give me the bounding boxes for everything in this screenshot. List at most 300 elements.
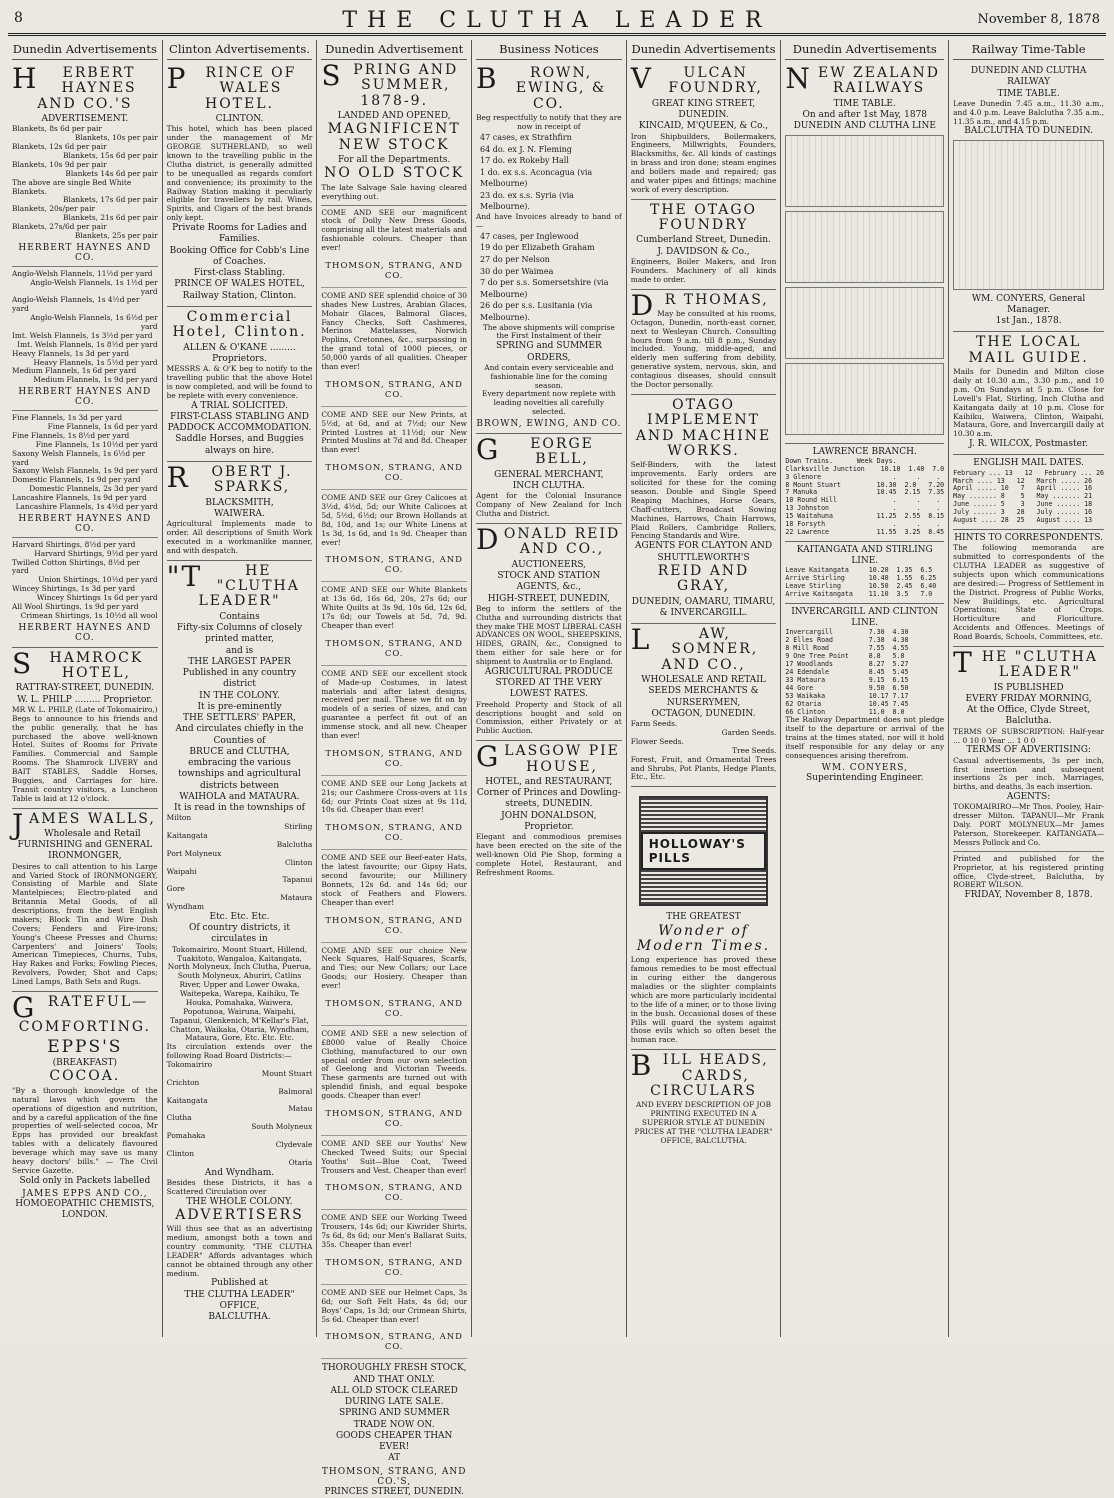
ad-title: BILL HEADS, CARDS, CIRCULARS — [630, 1049, 769, 1099]
published-line: Published at — [211, 1278, 268, 1289]
freehold-line: Freehold Property and Stock of all descriptions bought and sold on Commission, either Privately or at Public Auction. — [476, 699, 622, 736]
price-line: Medium Flannels, 1s 6d per yard — [12, 366, 137, 376]
maker-city: LONDON. — [61, 1210, 108, 1221]
timetable-row: Leave Kaitangata 10.20 1.35 6.5 — [785, 566, 933, 575]
town: Clinton — [285, 857, 313, 867]
ad-title: HERBERT HAYNES AND CO.'S — [12, 62, 137, 112]
and-line: And Wyndham. — [204, 1167, 275, 1178]
ad-line: Fifty-six Columns of closely printed matter, — [176, 623, 303, 645]
produce-line: AGRICULTURAL PRODUCE STORED AT THE VERY LOWEST RATES. — [484, 666, 613, 700]
ad-title: SHAMROCK HOTEL, — [12, 646, 144, 682]
price-line: Blankets 14s 6d per pair — [65, 168, 158, 178]
column-3 — [317, 40, 472, 1497]
ad-title: ROBERT J. SPARKS, — [166, 460, 293, 496]
firm-signature: THOMSON, STRANG, AND CO. — [321, 460, 467, 490]
ad-title: SPRING AND SUMMER, 1878-9. — [321, 59, 459, 109]
road-board: Matau — [288, 1104, 313, 1114]
advertisers-heading: ADVERTISERS — [175, 1206, 304, 1223]
ad-title: GLASGOW PIE HOUSE, — [476, 740, 620, 775]
come-and-see-entry: COME AND SEE our Youths' New Checked Tweed Suits; our Special Youths' Suit—Blue Coat, Tweed Trousers and Vest. Cheaper than ever! — [321, 1138, 468, 1175]
ad-title: DONALD REID AND CO., — [476, 522, 621, 558]
section-title: ENGLISH MAIL DATES. — [973, 458, 1084, 469]
timetable-row: 8 Mount Stuart 10.30 2.0 7.20 — [785, 480, 945, 489]
ad-title: BROWN, EWING, & CO. — [476, 62, 607, 112]
english-mail-dates — [953, 455, 1104, 530]
ad-signature: HERBERT HAYNES AND CO. — [18, 242, 152, 263]
shipment-line: 64 do. ex J. N. Fleming — [480, 144, 572, 154]
holloway-ad — [631, 787, 777, 1050]
rail-date: 1st Jan., 1878. — [995, 316, 1062, 327]
seed-type: Flower Seeds. — [630, 736, 684, 746]
column-5 — [627, 40, 782, 1337]
column-header: Dunedin Advertisements — [785, 40, 944, 60]
price-line: Blankets, 12s 6d per pair — [12, 142, 107, 152]
timetable-row: Arrive Kaitangata 11.10 3.5 7.0 — [785, 590, 933, 599]
ad-signature: HERBERT HAYNES AND CO. — [18, 513, 152, 534]
commercial-hotel-ad — [167, 307, 313, 462]
mail-date-row: July ...... 3 28 July ...... 16 — [953, 508, 1093, 517]
column-7 — [949, 40, 1108, 1337]
railway-timetable — [953, 63, 1104, 332]
ad-subtitle: GENERAL MERCHANT, — [494, 469, 604, 480]
shipment-list — [476, 132, 622, 213]
firm-signature: THOMSON, STRANG, AND CO. — [321, 1180, 467, 1210]
ad-line: THE LARGEST PAPER — [188, 656, 291, 667]
come-and-see-entry: COME AND SEE our Beef-eater Hats, the latest favourite; our Gipsy Hats, second favourite; our Millinery Bonnets, 12s 6d. and 14s 6d; our stock of Feathers and Flowers. Cheaper than ever! — [321, 853, 468, 907]
timetable-table — [785, 363, 944, 435]
page-number: 8 — [14, 10, 23, 26]
timetable-row: 66 Clinton 11.0 8.0 — [785, 707, 905, 716]
price-line: Wincey Shirtings, 1s 3d per yard — [12, 584, 136, 594]
price-line: Blankets, 21s 6d per pair — [63, 213, 158, 223]
clutha-leader-ad — [167, 561, 313, 1328]
district-list: Tokomairiro, Mount Stuart, Hillend, Tuakitoto, Wangaloa, Kaitangata, North Molyneux, Inch Clutha, Puerua, South Molyneux, Ahuriri, Catlins River, Upper and Lower Owaka, Waitepeka, Warepa, Kaihiku, Te Houka, Pomahaka, Waiwera, Popotunoa, Wairuna, Waipahi, Tapanui, Glenkenich, M'Kellar's Flat, Chatton, Waikaka, Otaria, Wyndham, Mataura, Gore, Etc. Etc. Etc. — [167, 944, 312, 1043]
orders-line: SPRING and SUMMER ORDERS, — [495, 341, 602, 363]
timetable-row: 33 Mataura 9.15 6.15 — [785, 675, 909, 684]
ad-title: JAMES WALLS, — [12, 807, 156, 841]
george-bell-ad — [476, 434, 622, 524]
product-name: COCOA. — [49, 1068, 121, 1085]
road-board: Mount Stuart — [261, 1068, 313, 1078]
route-title: BALCLUTHA TO DUNEDIN. — [964, 126, 1093, 137]
ad-line: THE SETTLERS' PAPER, — [183, 713, 297, 724]
ad-line: First-class Stabling. — [193, 268, 286, 279]
mail-date-row: May ....... 8 5 May ....... 21 — [953, 492, 1093, 501]
imprint: Printed and published for the Proprietor, at his registered printing office, Clyde-street, Balclutha, by ROBERT WILSON. — [953, 853, 1105, 890]
town-line: BALCLUTHA. — [208, 1312, 271, 1323]
column-header: Dunedin Advertisement — [321, 40, 467, 60]
town: Gore — [166, 884, 185, 894]
ad-proprietor: JOHN DONALDSON, Proprietor. — [501, 810, 597, 832]
reid-gray-sub: DUNEDIN, OAMARU, TIMARU, & INVERCARGILL. — [631, 596, 776, 618]
implement-works-ad — [631, 395, 777, 624]
invoice-line: 27 do per Nelson — [480, 255, 550, 265]
ad-title: THE GREATEST — [666, 912, 741, 923]
invoice-line: 19 do per Elizabeth Graham — [480, 243, 595, 253]
road-board: Clydevale — [275, 1139, 313, 1149]
ad-place: INCH CLUTHA. — [512, 481, 585, 492]
invoice-line: 7 do per s.s. Somersetshire (via Melbourne) — [480, 278, 609, 299]
timetable-row: 9 One Tree Point 8.8 5.8 — [785, 652, 905, 661]
price-line: Heavy Flannels, 1s 3d per yard — [12, 348, 130, 358]
road-board: Balmoral — [278, 1086, 313, 1096]
section-title: DUNEDIN AND CLUTHA RAILWAY — [970, 66, 1087, 88]
price-line: Union Shirtings, 10½d per yard — [38, 575, 158, 585]
firm-street: PRINCES STREET, DUNEDIN. — [324, 1486, 464, 1497]
price-line: Blankets, 10s 9d per pair — [12, 159, 107, 169]
shirting-list — [12, 541, 158, 621]
ad-date: On and after 1st May, 1878 — [802, 110, 928, 121]
invoice-line: 30 do per Waimea — [480, 266, 554, 276]
price-line: Blankets, 25s per pair — [74, 230, 158, 240]
ad-body: Elegant and commodious premises have been erected on the site of the well-known Old Pie Shop, forming a complete Hotel, Restaurant, and Refreshment Rooms. — [476, 832, 622, 877]
road-board: Kaitangata — [166, 1095, 208, 1105]
come-and-see-entry: COME AND SEE our choice New Neck Squares, Half-Squares, Scarfs, and Ties; our New Collars; our Lace Goods; our Hosiery. Cheaper than ever! — [321, 945, 468, 991]
town: Port Molyneux — [166, 848, 222, 858]
column-header: Dunedin Advertisements — [631, 40, 777, 60]
come-and-see-entry: COME AND SEE our Helmet Caps, 3s 6d; our Soft Felt Hats, 4s 6d; our Boys' Caps, 1s 3d; our Crimean Shirts, 5s 6d. Cheaper than ever! — [321, 1287, 468, 1324]
office-line: THE CLUTHA LEADER" OFFICE, — [184, 1289, 295, 1311]
road-board: Clinton — [166, 1148, 194, 1158]
price-line: Crimean Shirtings, 1s 10½d all wool — [20, 610, 158, 620]
ad-line: IN THE COLONY. — [199, 690, 280, 701]
ad-firm: KINCAID, M'QUEEN, & Co., — [638, 121, 769, 132]
price-line: Fine Flannels, 1s 8½d per yard — [12, 430, 130, 440]
comprise-line: The above shipments will comprise the First Instalment of their — [482, 322, 615, 341]
price-line: Saxony Welsh Flannels, 1s 9d per yard — [12, 466, 158, 476]
districts-intro: Of country districts, it circulates in — [188, 923, 291, 945]
firm-signature: THOMSON, STRANG, AND CO. — [321, 913, 467, 943]
mail-date-row: April ..... 10 7 April ..... 16 — [953, 484, 1093, 493]
mail-guide — [953, 332, 1104, 455]
ad-body: Forest, Fruit, and Ornamental Trees and Shrubs, Pot Plants, Hedge Plants, Etc., Etc. — [630, 754, 777, 782]
epps-ad — [12, 992, 158, 1225]
section-subtitle: TIME TABLE. — [997, 88, 1060, 99]
ad-title: Commercial Hotel, Clinton. — [172, 308, 307, 341]
ad-body: Desires to call attention to his Large and Varied Stock of IRONMONGERY, Consisting of Marble and Slate Mantelpieces; Electro-plated and Britannia Metal Goods, of all descriptions, from the best English makers; Block Tin and Wire Dish Covers; Fenders and Fire-irons; Young's Cheese Presses and Churns; Carpenters' and Joiners' Tools; American Timepieces, Churns, Tubs, Hay Rakes and Forks; Fowling Pieces, Revolvers, Powder, Shot and Caps; Lined Lamps, Bath Sets and Rugs. — [12, 861, 158, 987]
come-and-see-entry: COME AND SEE our Working Tweed Trousers, 14s 6d; our Kiwrider Shirts, 7s 6d, 8s 6d; our Men's Ballarat Suits, 35s. Cheaper than ever! — [321, 1213, 468, 1250]
ad-title: OTAGO IMPLEMENT AND MACHINE WORKS. — [635, 396, 772, 459]
price-line: Heavy Flannels, 1s 5½d per yard — [33, 357, 158, 367]
stock-heading: MAGNIFICENT NEW STOCK — [327, 121, 461, 153]
price-line: All Wool Shirtings, 1s 9d per yard — [12, 601, 139, 611]
invercargill-line — [785, 604, 944, 788]
firm-signature: THOMSON, STRANG, AND CO. — [321, 1106, 467, 1136]
invoice-list — [476, 231, 622, 324]
timetable-head: Down Trains. Week Days. — [785, 456, 897, 465]
ad-line: And circulates chiefly in the Counties of — [175, 724, 304, 746]
masthead — [8, 6, 1106, 36]
town: Tapanui — [282, 875, 313, 885]
price-line: Blankets, 8s 6d per pair — [12, 124, 102, 134]
firm-name: THOMSON, STRANG, AND CO.'S, — [321, 1466, 467, 1487]
firm-signature: THOMSON, STRANG, AND CO. — [321, 552, 467, 582]
timetable-row: 44 Gore 9.50 6.50 — [785, 683, 909, 692]
price-line: Twilled Cotton Shirtings, 8½d per yard — [12, 557, 140, 576]
timetable-row: Arrive Stirling 10.40 1.55 6.25 — [785, 574, 937, 583]
invoice-line: 47 cases, per Inglewood — [480, 231, 579, 241]
price-line: Lancashire Flannels, 1s 9d per yard — [12, 493, 147, 503]
ad-body: May be consulted at his rooms, Octagon, Dunedin, north-east corner, next to Wesleyan Church. Consulting hours from 9 a.m. till 8 p.m., Sunday included. Young, middle-aged, and elderly men suffering from debility, generative system, nervous, skin, and contagious diseases, should consult the Doctor personally. — [630, 308, 777, 389]
mail-date-row: August .... 28 25 August .... 13 — [953, 516, 1093, 525]
prince-of-wales-ad — [167, 63, 313, 307]
column-4 — [472, 40, 627, 1337]
advertising-title: TERMS OF ADVERTISING: — [966, 745, 1091, 756]
invoices-line: And have Invoices already to hand of— — [476, 212, 622, 230]
hints-to-correspondents — [953, 530, 1104, 647]
price-line: Anglo-Welsh Flannels, 11½d per yard — [12, 268, 153, 278]
closing-line: ALL OLD STOCK CLEARED DURING LATE SALE. — [330, 1385, 458, 1408]
holloway-pills-engraving — [639, 796, 769, 906]
column-header: Dunedin Advertisements — [12, 40, 158, 60]
firm-signature: THOMSON, STRANG, AND CO. — [321, 820, 467, 850]
seed-list — [631, 720, 777, 756]
price-line: Blankets, 27s/6d per pair — [12, 222, 107, 232]
dr-thomas-ad — [631, 290, 777, 395]
mail-date-row: March .... 13 12 March ..... 26 — [953, 476, 1093, 485]
agents-title: AGENTS: — [1006, 792, 1051, 803]
town: Milton — [166, 813, 192, 823]
price-line: Saxony Welsh Flannels, 1s 6½d per yard — [12, 448, 146, 467]
town-list — [167, 814, 313, 912]
ad-line: Published in any country district — [182, 668, 297, 690]
shipment-line: 17 do. ex Rokeby Hall — [480, 156, 569, 166]
otago-foundry-ad — [631, 200, 777, 290]
road-board: South Molyneux — [251, 1122, 313, 1132]
mail-signature: J. R. WILCOX, Postmaster. — [969, 439, 1089, 450]
ad-title: VULCAN FOUNDRY, — [630, 62, 763, 97]
road-board-list — [167, 1061, 313, 1168]
ad-body: This hotel, which has been placed under the management of Mr GEORGE SUTHERLAND, so well known to the travelling public in the Clutha district, is generally admitted to be unequalled as regards comfort and convenience; its proximity to the Railway Station making it peculiarly eligible for travellers by rail. Wines, Spirits, and Cigars of the best brands only kept. — [166, 124, 313, 223]
lawrence-branch — [785, 444, 944, 542]
timetable-row: 13 Johnston . . . — [785, 504, 941, 513]
timetable-row: 24 Edendale 8.45 5.45 — [785, 668, 909, 676]
price-line: Harvard Shirtings, 9½d per yard — [34, 548, 158, 558]
timetable-row: 62 Otaria 10.45 7.45 — [785, 699, 909, 708]
rail-body: Leave Dunedin 7.45 a.m., 11.30 a.m., and 4.0 p.m. Leave Balclutha 7.35 a.m., 11.35 a.m., and 4.15 p.m. — [953, 98, 1105, 126]
price-line: Blankets, 15s 6d per pair — [63, 151, 158, 161]
imprint-date: FRIDAY, November 8, 1878. — [964, 890, 1093, 901]
ad-place: WAIWERA. — [214, 508, 265, 519]
ad-body: Self-Binders, with the latest improvements. Early orders are solicited for these for the coming season. Double and Single Speed Reaping Machines, Horse Gears, Chaff-cutters, Broadcast Sowing Machines, Harrows, Chain Harrows, Plaid Rollers, Cambridge Rollers, Fencing Standards and Wire. — [630, 460, 777, 541]
kaitangata-line — [785, 542, 944, 604]
shipment-line: 23 do. ex s.s. Syria (via Melbourne). — [480, 190, 574, 212]
ad-city: DUNEDIN. — [678, 110, 729, 121]
ad-proprietor: ALLEN & O'KANE ......... Proprietors. — [183, 342, 296, 364]
firm-signature: THOMSON, STRANG, AND CO. — [321, 1329, 467, 1359]
blanket-list — [12, 125, 158, 240]
route-title: DUNEDIN AND CLUTHA LINE — [793, 121, 936, 132]
ad-body: Engineers, Boiler Makers, and Iron Founders. Machinery of all kinds made to order. — [630, 256, 777, 284]
ad-subtitle: Wholesale and Retail FURNISHING and GENERAL IRONMONGER, — [17, 828, 153, 862]
ad-title: THE OTAGO FOUNDRY — [650, 201, 758, 234]
ad-signature: BROWN, EWING, AND CO. — [476, 419, 622, 430]
come-and-see-entry: COME AND SEE our Grey Calicoes at 3½d, 4½d, 5d; our White Calicoes at 5d, 5½d, 6½d; our Brown Hollands at 8d, 10d, and 1s; our White Linens at 1s 3d, 1s 6d, and 1s 9d. Cheaper than ever! — [321, 493, 468, 547]
come-and-see-entry: COME AND SEE our Long Jackets at 21s; our Cashmere Cross-overs at 11s 6d; our Prints Coat sizes at 9s 11d, 10s 6d. Cheaper than ever! — [321, 778, 468, 815]
ad-signature: HERBERT HAYNES AND CO. — [18, 622, 152, 643]
ad-line: and is — [225, 645, 254, 656]
timetable-row: 17 Woodlands 8.27 5.27 — [785, 660, 909, 669]
railway-note: The Railway Department does not pledge itself to the departure or arrival of the trains at the times stated, nor will it hold itself responsible for any delay or any consequences arising therefrom. — [785, 715, 945, 760]
come-and-see-entry: COME AND SEE splendid choice of 30 shades New Lustres, Arabian Glaces, Mohair Glaces, Balmoral Glaces, Fancy Checks, Soft Cashmeres, Merinos Mattelasses, Norwich Poplins, Cretonnes, &c., surpassing in the grand total of 1000 pieces, or 50,000 yards of all qualities. Cheaper than ever! — [321, 290, 468, 371]
ad-title: GEORGE BELL, — [476, 433, 594, 468]
come-and-see-entry: COME AND SEE our White Blankets at 13s 6d, 16s 6d, 20s, 27s 6d; our White Quilts at 3s 9d, 10s 6d, 12s 6d, 17s 6d; our Towels at 5d, 7d, 9d. Cheaper than ever! — [321, 585, 468, 630]
ad-trade: BLACKSMITH, — [205, 497, 274, 508]
price-line: Domestic Flannels, 2s 3d per yard — [29, 484, 158, 494]
firm-signature: THOMSON, STRANG, AND CO. — [321, 746, 467, 776]
town: Stirling — [284, 822, 313, 832]
fine-flannel-list — [12, 414, 158, 512]
etc-line: Etc. Etc. Etc. — [209, 911, 270, 922]
sold-note: Sold only in Packets labelled — [19, 1175, 151, 1186]
ad-line: A TRIAL SOLICITED. — [191, 400, 288, 411]
timetable-row: 8 Mill Road 7.55 4.55 — [785, 644, 909, 653]
shipment-line: 47 cases, ex Strathfirn — [480, 132, 572, 142]
haynes-ad — [12, 63, 158, 648]
timetable-row: Leave Stirling 10.50 2.45 6.40 — [785, 582, 937, 591]
town: Mataura — [280, 893, 313, 903]
ad-address: RATTRAY-STREET, DUNEDIN. — [15, 683, 155, 694]
timetable-row: 15 Waitahuna 11.25 2.55 8.15 — [785, 512, 945, 521]
donald-reid-ad — [476, 524, 622, 741]
agents-line: AGENTS FOR CLAYTON AND SHUTTLEWORTH'S — [634, 541, 773, 563]
pub-line: At the Office, Clyde Street, Balclutha. — [967, 705, 1091, 727]
ad-title: PRINCE OF WALES HOTEL. — [166, 62, 297, 112]
column-6 — [781, 40, 949, 1337]
pub-line: IS PUBLISHED — [993, 682, 1064, 693]
come-and-see-entry: COME AND SEE our New Prints, at 5½d, at 6d, and at 7½d; our New Printed Lustres at 11½d; our New Printed Muslins at 7d and 8d. Cheaper than ever! — [321, 409, 468, 455]
closing-line: SPRING AND SUMMER TRADE NOW ON. — [338, 1408, 450, 1430]
ad-subtitle: ADVERTISEMENT. — [41, 114, 129, 125]
reid-gray-title: REID AND GRAY, — [657, 562, 750, 595]
ad-subtitle: WHOLESALE AND RETAIL SEEDS MERCHANTS & NURSERYMEN, — [641, 675, 766, 708]
ad-line: FIRST-CLASS STABLING AND PADDOCK ACCOMMODATION. — [167, 411, 312, 434]
billheads-ad — [631, 1050, 777, 1150]
ad-intro: Beg respectfully to notify that they are now in receipt of — [476, 113, 622, 132]
brown-ewing-ad — [476, 63, 622, 434]
seed-type: Tree Seeds. — [732, 745, 777, 755]
ad-line: Saddle Horses, and Buggies always on hire. — [175, 434, 304, 456]
ad-title: NEW ZEALAND RAILWAYS — [785, 62, 940, 97]
advertising-body: Casual advertisements, 3s per inch, first insertion and subsequent insertions 2s per inch. Marriages, births, and deaths, 3s each insertion. — [953, 755, 1105, 792]
timetable-row: 7 Manuka 10.45 2.15 7.35 — [785, 488, 945, 497]
mail-body: Mails for Dunedin and Milton close daily at 10.30 a.m., 3.30 p.m., and 10 p.m. On Sundays at 5 p.m. Close for Lovell's Flat, Stirling, Inch Clutha and Kaitangata daily at 10 p.m. Close for Kaihiku, Waiwera, Clinton, Waipahi, Mataura, Gore, and Invercargill daily at 10.30 a.m. — [953, 367, 1105, 439]
price-line: Blankets, 20s/per pair — [12, 204, 95, 214]
sparks-ad — [167, 462, 313, 561]
contain-line: And contain every serviceable and fashionable line for the coming season. — [484, 362, 614, 390]
vulcan-foundry-ad — [631, 63, 777, 200]
section-title: LAWRENCE BRANCH. — [812, 446, 917, 457]
timetable-row: 22 Lawrence 11.55 3.25 8.45 — [785, 527, 945, 536]
ad-proprietor: W. L. PHILP ......... Proprietor. — [17, 694, 153, 705]
ad-line: WAIHOLA and MATAURA. — [179, 791, 300, 802]
price-line: Wincey Shirtings 1s 6d per yard — [36, 593, 158, 603]
ad-body: "By a thorough knowledge of the natural laws which govern the operations of digestion and nutrition, and by a careful application of the fine properties of well-selected cocoa, Mr Epps has provided our breakfast tables with a delicately flavoured beverage which may save us many heavy doctors' bills." — The Civil Service Gazette. — [12, 1085, 158, 1175]
hints-body: The following memoranda are submitted to correspondents of the CLUTHA LEADER as suggestive of subjects upon which communications are desired:— Progress of Settlement in the District. Progress of Public Works, New Buildings, etc. Agricultural Operations; State of Crops. Horticulture and Floriculture. Accidents and Offences. Meetings of Road Boards, Schools, Committees, etc. — [953, 543, 1105, 641]
price-line: Blankets, 17s 6d per pair — [63, 195, 158, 205]
timetable-row: 3 Glenore . . . — [785, 472, 941, 481]
section-title: KAITANGATA AND STIRLING LINE. — [796, 544, 933, 567]
closing-line: AT — [388, 1453, 401, 1464]
scattered-line: Besides these Districts, it has a Scattered Circulation over — [166, 1177, 313, 1196]
ad-place: CLINTON. — [215, 114, 264, 125]
section-title: INVERCARGILL AND CLINTON LINE. — [791, 606, 939, 629]
section-title: THE LOCAL MAIL GUIDE. — [968, 334, 1089, 366]
brand-name: EPPS'S — [47, 1036, 123, 1057]
shipment-line: 1 do. ex s.s. Aconcagua (via Melbourne) — [480, 167, 593, 189]
price-line: Imt. Welsh Flannels, 1s 3½d per yard — [12, 330, 153, 340]
ad-line: embracing the various townships and agricultural districts between — [178, 758, 301, 791]
sale-note: The late Salvage Sale having cleared everything out. — [321, 182, 468, 201]
ad-body: Beg to inform the settlers of the Clutha and surrounding districts that they make THE MOST LIBERAL CASH ADVANCES ON WOOL, SHEEPSKINS, HIDES, GRAIN, &c., Consigned to them either for sale here or for shipment to Australia or to England. — [476, 603, 622, 667]
ad-place: OCTAGON, DUNEDIN. — [651, 708, 756, 719]
ad-street: HIGH-STREET, DUNEDIN, — [487, 593, 610, 604]
timetable-table — [785, 287, 944, 359]
ad-body: Agricultural Implements made to order. All descriptions of Smith Work executed in a workmanlike manner, and with despatch. — [166, 519, 313, 555]
ad-note: (BREAKFAST) — [52, 1058, 117, 1069]
firm-signature: THOMSON, STRANG, AND CO. — [321, 258, 467, 288]
ad-subtitle: STOCK AND STATION AGENTS, &c., — [497, 571, 601, 593]
ad-signature: HERBERT HAYNES AND CO. — [18, 387, 152, 408]
firm-signature: THOMSON, STRANG, AND CO. — [321, 377, 467, 407]
price-line: Harvard Shirtings, 8½d per yard — [12, 539, 136, 549]
road-board: Crichton — [166, 1077, 200, 1087]
maker-subtitle: HOMOEOPATHIC CHEMISTS, — [15, 1198, 155, 1209]
ad-title: "THE "CLUTHA LEADER" — [166, 559, 300, 610]
ad-body: AND EVERY DESCRIPTION OF JOB PRINTING EXECUTED IN A SUPERIOR STYLE AT DUNEDIN PRICES AT THE "CLUTHA LEADER" OFFICE, BALCLUTHA. — [634, 1100, 773, 1145]
agents-body: TOKOMAIRIRO—Mr Thos. Pooley, Hair-dresser Milton. TAPANUI—Mr Frank Daly. PORT MOLYNEUX—Mr James Paterson, Storekeeper. KAITANGATA—Messrs Pollock and Co. — [953, 802, 1105, 847]
publication-notice — [953, 647, 1104, 906]
ad-title: DR THOMAS, — [630, 288, 769, 322]
road-board: Pomahaka — [166, 1131, 206, 1141]
departments-line: For all the Departments. — [338, 155, 451, 166]
firm-signature: THOMSON, STRANG, AND CO. — [321, 1255, 467, 1285]
complete-line: Every department now replete with leading novelties all carefully selected. — [482, 389, 616, 417]
firm-signature: THOMSON, STRANG, AND CO. — [321, 636, 467, 666]
price-line: Anglo-Welsh Flannels, 1s 6½d per yard — [30, 313, 158, 332]
road-board: Otaria — [288, 1157, 313, 1167]
price-line: Fine Flannels, 1s 6d per yard — [47, 422, 158, 432]
come-and-see-entry: COME AND SEE our excellent stock of Made-up Costumes, in latest materials and after latest designs, received per mail. These we fit on by models of a series of sizes, and can guarantee a perfect fit out of an immense stock, and all new. Cheaper than ever! — [321, 668, 468, 740]
ad-body: MR W. L. PHILP, (Late of Tokomairiro,) Begs to announce to his friends and the public generally, that he has purchased the above well-known Hotel. Suites of Rooms for Private Families. Commercial and Sample Rooms. The Shamrock LIVERY and BAIT STABLES, Saddle Horses, Buggies, and Carriages for hire. Transit country visitors, a Luncheon Table is laid at 12 o'clock. — [12, 704, 158, 803]
ad-street: Cumberland Street, Dunedin. — [636, 235, 771, 246]
price-line: Lancashire Flannels, 1s 4½d per yard — [15, 501, 158, 511]
price-line: The above are single Bed White Blankets. — [12, 177, 132, 196]
road-board: Tokomairiro — [166, 1060, 213, 1070]
terms-line: TERMS OF SUBSCRIPTION: Half-year ... 0 10 0 Year ... 1 0 0 — [953, 726, 1105, 745]
maker-name: JAMES EPPS AND CO., — [22, 1188, 148, 1199]
advertisers-body: Will thus see that as an advertising medium, amongst both a town and country community, "THE CLUTHA LEADER" Affords advantages which cannot be obtained through any other medium. — [166, 1224, 313, 1278]
ad-title: LAW, SOMNER, AND CO., — [630, 623, 759, 673]
ad-line: Booking Office for Cobb's Line of Coaches. — [169, 245, 310, 267]
ad-subtitle: Wonder of Modern Times. — [636, 922, 771, 954]
timetable-table — [785, 135, 944, 207]
closing-line: GOODS CHEAPER THAN EVER! — [335, 1430, 453, 1453]
timetable-table — [785, 211, 944, 283]
price-line: Anglo-Welsh Flannels, 1s 1½d per yard — [30, 277, 158, 296]
rail-signature: WM. CONYERS, General Manager. — [971, 293, 1086, 315]
column-1 — [8, 40, 163, 1337]
ad-signature: PRINCE OF WALES HOTEL, Railway Station, Clinton. — [174, 279, 305, 301]
section-title: HINTS TO CORRESPONDENTS. — [954, 533, 1103, 543]
timetable-row: 53 Waikaka 10.17 7.17 — [785, 691, 909, 700]
timetable-row: Clarksville Junction 10.10 1.40 7.0 — [785, 464, 945, 473]
colony-line: THE WHOLE COLONY. — [186, 1196, 293, 1207]
ad-address: Corner of Princes and Dowling-streets, DUNEDIN. — [476, 788, 621, 810]
ad-line: It is read in the townships of — [174, 803, 305, 814]
price-line: Fine Flannels, 1s 3d per yard — [12, 413, 123, 423]
column-header: Railway Time-Table — [953, 40, 1104, 60]
